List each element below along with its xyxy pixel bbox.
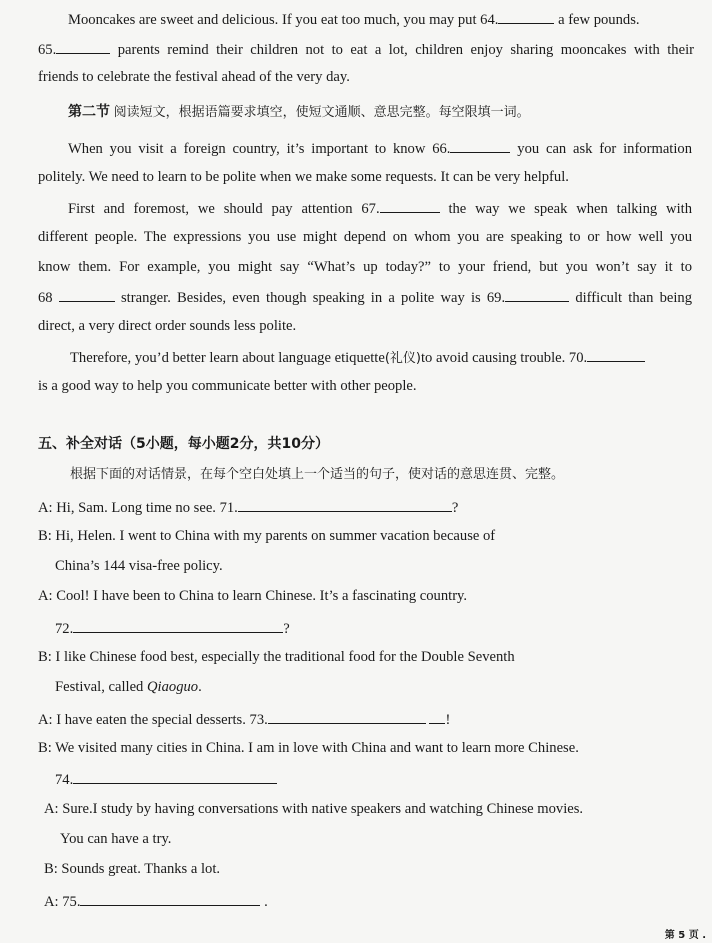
- dialogue-b3-num: 74.: [55, 772, 74, 788]
- dialogue-a2-line2: [55, 618, 290, 638]
- passage1-line2: [38, 39, 694, 59]
- blank-69[interactable]: [505, 287, 569, 302]
- blank-64[interactable]: [498, 9, 554, 24]
- dialogue-a1: [38, 497, 458, 517]
- dialogue-b2-italic: Qiaoguo: [147, 679, 199, 695]
- passage1-line1-text: Mooncakes are sweet and delicious. If you eat too much, you may put 64.: [68, 12, 499, 28]
- dialogue-a3-end: !: [445, 712, 451, 728]
- dialogue-b3-line2: [55, 769, 277, 789]
- passage2-p3-text: Therefore, you’d better learn about language etiquette: [70, 350, 385, 366]
- section2-title: 第二节: [68, 104, 110, 120]
- dialogue-b2-line2: [55, 678, 202, 696]
- dialogue-a3-text: A: I have eaten the special desserts. 73.: [38, 712, 268, 728]
- passage2-p1-text-end: you can ask for information: [517, 141, 693, 157]
- section2-instruction: 阅读短文，根据语篇要求填空，使短文通顺、意思完整。每空限填一词。: [113, 105, 530, 120]
- passage1-line3: friends to celebrate the festival ahead of the very day.: [38, 69, 350, 85]
- passage2-p2-line2: different people. The expressions you use might depend on whom you are speaking to or how well you: [38, 229, 692, 245]
- dialogue-b1-line2: China’s 144 visa-free policy.: [55, 558, 223, 574]
- blank-68[interactable]: [59, 287, 115, 302]
- passage1-line1-end: a few pounds.: [558, 12, 640, 28]
- passage2-p2-line4: [38, 287, 692, 307]
- dialogue-a2-end: ?: [283, 621, 290, 637]
- section5-title: 五、补全对话（5小题，每小题2分，共10分）: [38, 436, 329, 452]
- passage2-p2-line3: know them. For example, you might say “What’s up today?” to your friend, but you won’t say it to: [38, 259, 692, 275]
- blank-72[interactable]: [73, 618, 283, 633]
- dialogue-a4-line2: You can have a try.: [60, 831, 172, 847]
- passage2-p2-line1: [68, 198, 692, 218]
- blank-67[interactable]: [380, 198, 440, 213]
- page-number: 第 5 页 .: [664, 930, 706, 941]
- section5-instruction: 根据下面的对话情景，在每个空白处填上一个适当的句子，使对话的意思连贯、完整。: [70, 467, 565, 482]
- blank-74[interactable]: [73, 769, 277, 784]
- passage1-line2-text: parents remind their children not to eat a lot, children enjoy sharing mooncakes with their: [117, 42, 694, 58]
- passage1-line2-num: 65.: [38, 42, 57, 58]
- passage2-p3-line1: [70, 347, 645, 368]
- passage2-p3-text-end: to avoid causing trouble. 70.: [421, 350, 588, 366]
- dialogue-a1-end: ?: [451, 500, 459, 516]
- dialogue-a5-end: .: [264, 894, 268, 910]
- passage2-p2-text: First and foremost, we should pay attention 67.: [68, 201, 380, 217]
- passage2-p1-line1: [68, 138, 692, 158]
- blank-66[interactable]: [450, 138, 510, 153]
- blank-70[interactable]: [587, 347, 645, 362]
- passage2-p2-line5: direct, a very direct order sounds less polite.: [38, 318, 297, 334]
- dialogue-a3: [38, 709, 450, 729]
- dialogue-a1-text: A: Hi, Sam. Long time no see. 71.: [38, 500, 238, 516]
- passage2-p3-line2: is a good way to help you communicate better with other people.: [38, 378, 417, 394]
- dialogue-b1-line1: B: Hi, Helen. I went to China with my parents on summer vacation because of: [38, 528, 496, 544]
- passage2-p3-cn: (礼仪): [384, 351, 421, 366]
- blank-75[interactable]: [80, 891, 260, 906]
- dialogue-a2-line1: A: Cool! I have been to China to learn Chinese. It’s a fascinating country.: [38, 588, 468, 604]
- dialogue-a5-text: A: 75.: [44, 894, 81, 910]
- dialogue-a5: [44, 891, 268, 911]
- section2-heading: [68, 103, 530, 122]
- blank-65[interactable]: [56, 39, 110, 54]
- passage2-p2-text-end: the way we speak when talking with: [448, 201, 692, 217]
- passage2-p2-num68: 68: [38, 290, 53, 306]
- dialogue-b4: B: Sounds great. Thanks a lot.: [44, 861, 221, 877]
- dialogue-b2-line1: B: I like Chinese food best, especially the traditional food for the Double Seventh: [38, 649, 515, 665]
- blank-71[interactable]: [238, 497, 452, 512]
- blank-73-part2[interactable]: [429, 709, 445, 724]
- blank-73-part1[interactable]: [268, 709, 426, 724]
- dialogue-b3-line1: B: We visited many cities in China. I am in love with China and want to learn more Chinese.: [38, 740, 579, 756]
- passage2-p1-text: When you visit a foreign country, it’s important to know 66.: [68, 141, 451, 157]
- dialogue-b2-text: Festival, called: [55, 679, 147, 695]
- passage2-p2-mid: stranger. Besides, even though speaking in a polite way is 69.: [121, 290, 506, 306]
- passage1-line1: [68, 9, 640, 29]
- dialogue-a4-line1: A: Sure.I study by having conversations with native speakers and watching Chinese movies.: [44, 801, 584, 817]
- dialogue-b2-end: .: [198, 679, 202, 695]
- passage2-p1-line2: politely. We need to learn to be polite when we make some requests. It can be very helpful.: [38, 169, 569, 185]
- dialogue-a2-num: 72.: [55, 621, 74, 637]
- passage2-p2-end: difficult than being: [575, 290, 693, 306]
